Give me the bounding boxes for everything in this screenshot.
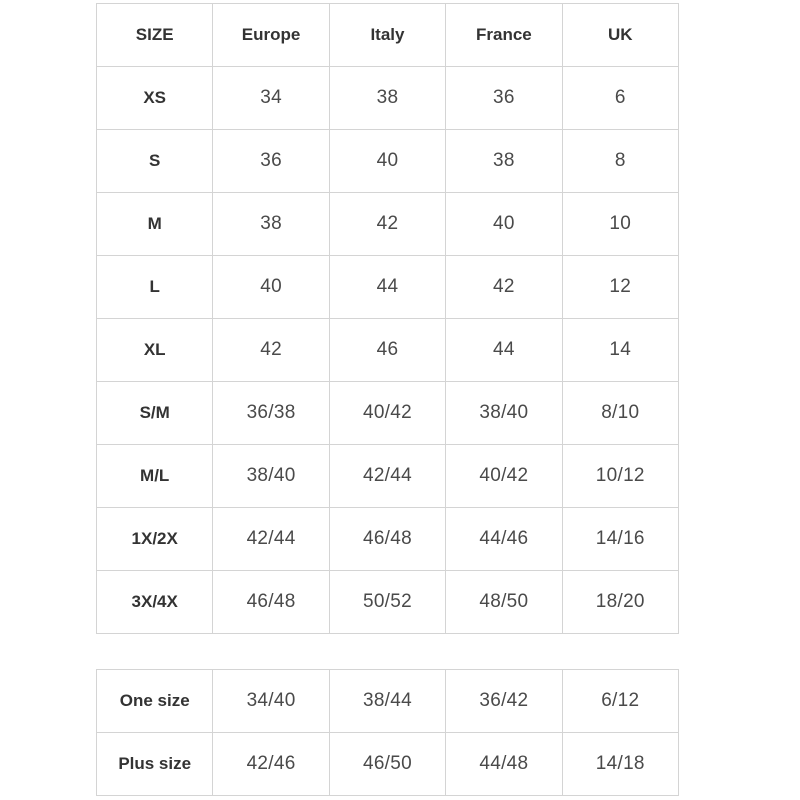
- value-cell: 42: [446, 256, 562, 319]
- size-conversion-table-body: [97, 67, 679, 634]
- size-cell: Plus size: [97, 733, 213, 796]
- value-cell: 36: [446, 67, 562, 130]
- table-row: [97, 382, 679, 445]
- value-cell: 40/42: [446, 445, 562, 508]
- value-cell: 46/48: [329, 508, 445, 571]
- value-cell: 6/12: [562, 670, 678, 733]
- value-cell: 14: [562, 319, 678, 382]
- value-cell: 38/40: [446, 382, 562, 445]
- value-cell: 40: [446, 193, 562, 256]
- value-cell: 42: [329, 193, 445, 256]
- value-cell: 38/44: [329, 670, 445, 733]
- header-cell: France: [446, 4, 562, 67]
- value-cell: 8: [562, 130, 678, 193]
- value-cell: 36/38: [213, 382, 329, 445]
- value-cell: 36: [213, 130, 329, 193]
- table-row: [97, 670, 679, 733]
- size-cell: M/L: [97, 445, 213, 508]
- table-row: [97, 67, 679, 130]
- size-cell: 1X/2X: [97, 508, 213, 571]
- value-cell: 48/50: [446, 571, 562, 634]
- value-cell: 10: [562, 193, 678, 256]
- size-cell: XS: [97, 67, 213, 130]
- value-cell: 44: [329, 256, 445, 319]
- value-cell: 40: [213, 256, 329, 319]
- header-cell: SIZE: [97, 4, 213, 67]
- table-row: [97, 733, 679, 796]
- value-cell: 44/46: [446, 508, 562, 571]
- value-cell: 14/18: [562, 733, 678, 796]
- table-row: [97, 193, 679, 256]
- size-cell: XL: [97, 319, 213, 382]
- header-cell: Europe: [213, 4, 329, 67]
- value-cell: 44: [446, 319, 562, 382]
- size-cell: S/M: [97, 382, 213, 445]
- value-cell: 46/48: [213, 571, 329, 634]
- table-row: [97, 319, 679, 382]
- table-row: [97, 445, 679, 508]
- value-cell: 34: [213, 67, 329, 130]
- size-cell: 3X/4X: [97, 571, 213, 634]
- special-size-table: [96, 669, 679, 796]
- value-cell: 40/42: [329, 382, 445, 445]
- value-cell: 38: [213, 193, 329, 256]
- size-cell: S: [97, 130, 213, 193]
- size-cell: M: [97, 193, 213, 256]
- value-cell: 14/16: [562, 508, 678, 571]
- value-cell: 34/40: [213, 670, 329, 733]
- size-conversion-table-head: [97, 4, 679, 67]
- value-cell: 38: [329, 67, 445, 130]
- special-size-table-body: [97, 670, 679, 796]
- value-cell: 6: [562, 67, 678, 130]
- value-cell: 42/44: [329, 445, 445, 508]
- value-cell: 36/42: [446, 670, 562, 733]
- value-cell: 46/50: [329, 733, 445, 796]
- table-row: [97, 130, 679, 193]
- value-cell: 42/46: [213, 733, 329, 796]
- value-cell: 44/48: [446, 733, 562, 796]
- value-cell: 38/40: [213, 445, 329, 508]
- value-cell: 38: [446, 130, 562, 193]
- value-cell: 42/44: [213, 508, 329, 571]
- value-cell: 12: [562, 256, 678, 319]
- table-row: [97, 571, 679, 634]
- value-cell: 50/52: [329, 571, 445, 634]
- table-row: [97, 508, 679, 571]
- header-cell: UK: [562, 4, 678, 67]
- value-cell: 18/20: [562, 571, 678, 634]
- value-cell: 40: [329, 130, 445, 193]
- value-cell: 46: [329, 319, 445, 382]
- size-conversion-table: [96, 3, 679, 634]
- value-cell: 10/12: [562, 445, 678, 508]
- header-row: [97, 4, 679, 67]
- value-cell: 8/10: [562, 382, 678, 445]
- size-cell: L: [97, 256, 213, 319]
- value-cell: 42: [213, 319, 329, 382]
- table-row: [97, 256, 679, 319]
- size-cell: One size: [97, 670, 213, 733]
- header-cell: Italy: [329, 4, 445, 67]
